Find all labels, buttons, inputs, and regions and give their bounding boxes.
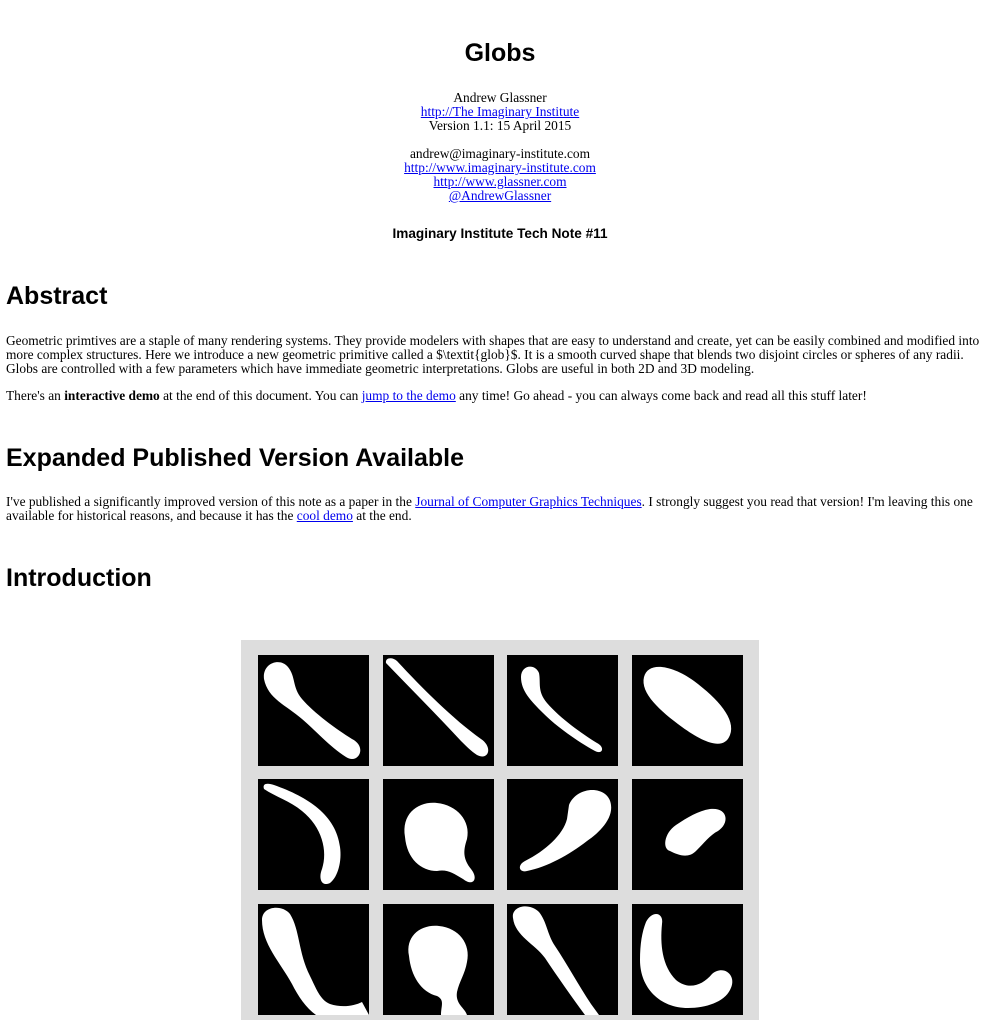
glob-tile-4 bbox=[632, 655, 743, 766]
interactive-demo-bold: interactive demo bbox=[64, 388, 160, 403]
glob-tile-5 bbox=[258, 779, 369, 890]
website-link-imaginary[interactable]: http://www.imaginary-institute.com bbox=[404, 160, 596, 175]
glob-tile-9 bbox=[258, 904, 369, 1015]
page-title: Globs bbox=[464, 39, 536, 67]
glob-tile-7 bbox=[507, 779, 618, 890]
jcgt-link[interactable]: Journal of Computer Graphics Techniques bbox=[415, 494, 642, 509]
expanded-paragraph: I've published a significantly improved version of this note as a paper in the Journal of Computer Graphics Techniques. I strongly suggest you read that version! I'm leaving this one available for historical reasons, and because it has the cool demo at the end. bbox=[6, 494, 973, 523]
introduction-heading: Introduction bbox=[6, 564, 152, 592]
abstract-heading: Abstract bbox=[6, 282, 108, 310]
expanded-heading: Expanded Published Version Available bbox=[6, 444, 465, 472]
technote-label: Imaginary Institute Tech Note #11 bbox=[392, 226, 608, 241]
jump-to-demo-link[interactable]: jump to the demo bbox=[361, 388, 456, 403]
glob-tile-1 bbox=[258, 655, 369, 766]
author-name: Andrew Glassner bbox=[453, 90, 547, 105]
version-text: Version 1.1: 15 April 2015 bbox=[428, 118, 572, 133]
glob-tile-8 bbox=[632, 779, 743, 890]
glob-tile-12 bbox=[632, 904, 743, 1015]
glob-tile-10 bbox=[383, 904, 494, 1015]
demo-paragraph: There's an interactive demo at the end of this document. You can jump to the demo any time! Go ahead - you can always come back and read all this stuff later! bbox=[6, 388, 867, 403]
twitter-link[interactable]: @AndrewGlassner bbox=[448, 188, 552, 203]
glob-tile-3 bbox=[507, 655, 618, 766]
glob-examples-figure bbox=[241, 640, 759, 1020]
glob-tile-2 bbox=[383, 655, 494, 766]
website-link-glassner[interactable]: http://www.glassner.com bbox=[433, 174, 567, 189]
email-text: andrew@imaginary-institute.com bbox=[409, 146, 591, 161]
cool-demo-link[interactable]: cool demo bbox=[296, 508, 353, 523]
institute-link[interactable]: http://The Imaginary Institute bbox=[420, 104, 580, 119]
glob-tile-11 bbox=[507, 904, 618, 1015]
author-block bbox=[0, 91, 1000, 203]
abstract-paragraph: Geometric primtives are a staple of many rendering systems. They provide modelers with shapes that are easy to understand and create, yet can be easily combined and modified into more complex structures. Here we introduce a new geometric primitive called a $\textit{glob}$. It is a smooth curved shape that blends two disjoint circles or spheres of any radii. Globs are controlled with a few parameters which have immediate geometric interpretations. Globs are useful in both 2D and 3D modeling. bbox=[6, 333, 980, 376]
glob-tile-6 bbox=[383, 779, 494, 890]
